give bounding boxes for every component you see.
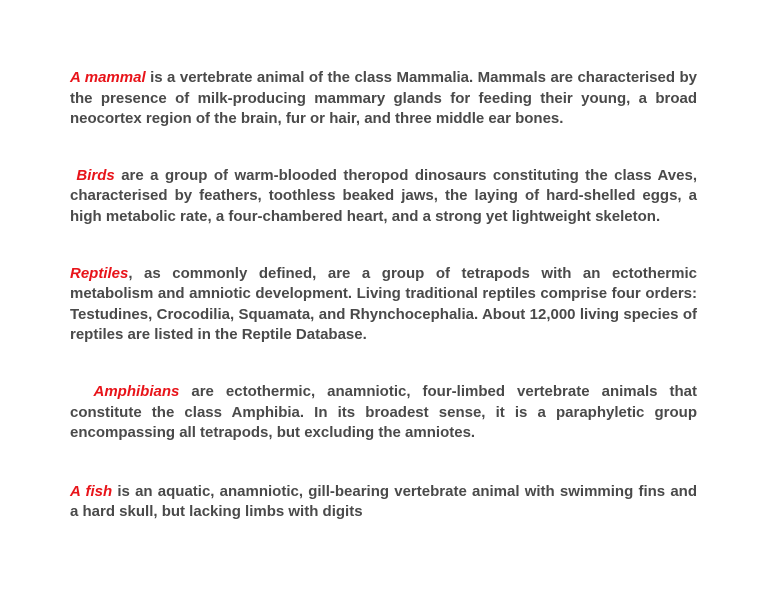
paragraph-amphibians — [70, 382, 697, 444]
paragraph-mammal-text: is a vertebrate animal of the class Mammalia. Mammals are characterised by the presence of milk-producing mammary glands for feeding their young, a broad neocortex region of the brain, fur or hair, and three middle ear bones. — [70, 69, 697, 128]
term-birds: Birds — [70, 166, 115, 184]
paragraph-birds-text: are a group of warm-blooded theropod dinosaurs constituting the class Aves, characterised by feathers, toothless beaked jaws, the laying of hard-shelled eggs, a high metabolic rate, a four-chambered heart, and a strong yet lightweight skeleton. — [70, 166, 697, 225]
term-fish: A fish — [70, 482, 113, 500]
term-amphibians: Amphibians — [70, 382, 180, 400]
paragraph-mammal — [70, 68, 697, 130]
paragraph-reptiles — [70, 264, 697, 346]
document-body — [70, 68, 697, 523]
term-reptiles: Reptiles — [70, 264, 129, 282]
paragraph-fish — [70, 482, 697, 523]
paragraph-birds — [70, 166, 697, 228]
paragraph-reptiles-text: , as commonly defined, are a group of tetrapods with an ectothermic metabolism and amniotic development. Living traditional reptiles comprise four orders: Testudines, Crocodilia, Squamata, and Rhynchocephalia. About 12,000 living species of reptiles are listed in the Reptile Database. — [70, 264, 697, 344]
paragraph-fish-text: is an aquatic, anamniotic, gill-bearing vertebrate animal with swimming fins and a hard skull, but lacking limbs with digits — [70, 482, 697, 521]
paragraph-amphibians-text: are ectothermic, anamniotic, four-limbed vertebrate animals that constitute the class Amphibia. In its broadest sense, it is a paraphyletic group encompassing all tetrapods, but excluding the amniotes. — [70, 382, 697, 442]
term-mammal: A mammal — [70, 69, 146, 86]
